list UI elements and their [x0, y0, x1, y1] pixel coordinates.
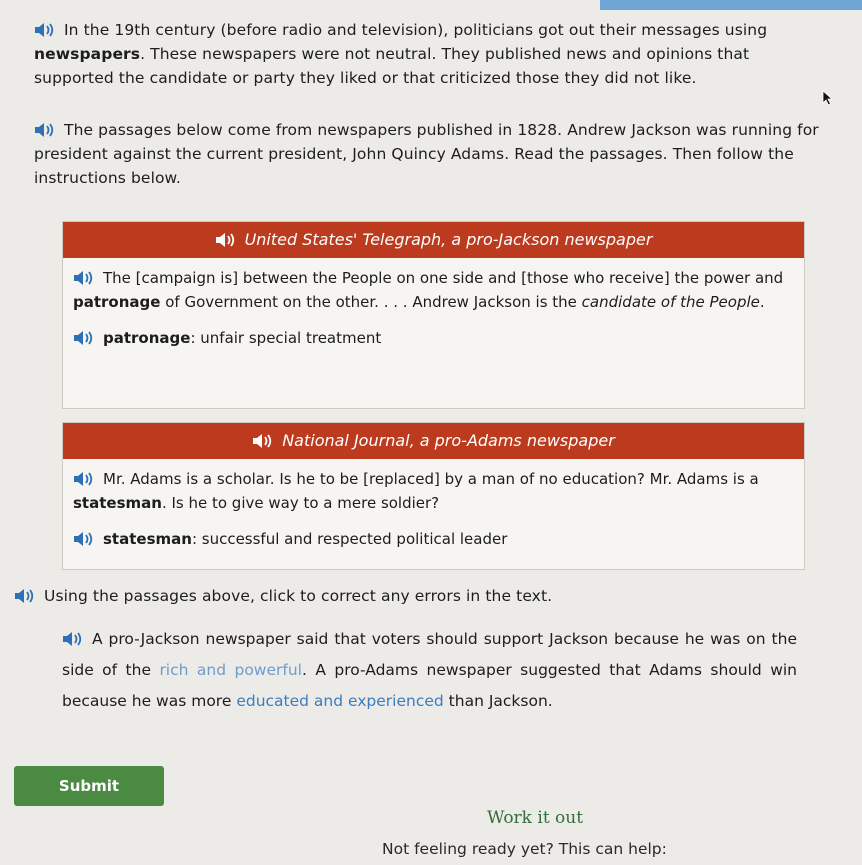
glossary-term: patronage: [103, 329, 191, 347]
speaker-icon[interactable]: [73, 471, 95, 487]
passage-quote: [73, 266, 794, 314]
answer-paragraph: [62, 624, 797, 717]
intro-paragraph-2: [34, 118, 824, 190]
speaker-icon[interactable]: [62, 631, 84, 647]
quote-bold-term: patronage: [73, 293, 161, 311]
work-it-out-link[interactable]: Work it out: [487, 808, 584, 828]
quote-bold-term: statesman: [73, 494, 162, 512]
intro-bold-newspapers: newspapers: [34, 45, 141, 63]
quote-text: The [campaign is] between the People on one side and [those who receive] the power and: [103, 269, 784, 287]
quote-text: . Is he to give way to a mere soldier?: [161, 494, 440, 512]
speaker-icon[interactable]: [73, 330, 95, 346]
intro-text-2: The passages below come from newspapers published in 1828. Andrew Jackson was running for president against the current president, John Quincy Adams. Read the passages. Then follow the instructions below.: [34, 121, 819, 187]
submit-button[interactable]: Submit: [14, 766, 164, 806]
mouse-cursor-icon: [822, 90, 834, 110]
passage-header: [63, 222, 804, 258]
quote-text: Mr. Adams is a scholar. Is he to be [replaced] by a man of no education? Mr. Adams is a: [103, 470, 759, 488]
passage-card-pro-jackson: [62, 221, 805, 409]
selectable-phrase-educated-and-experienced[interactable]: educated and experienced: [236, 692, 444, 710]
speaker-icon[interactable]: [34, 22, 56, 38]
passage-quote: [73, 467, 794, 515]
top-accent-strip: [600, 0, 862, 10]
passage-title: National Journal, a pro-Adams newspaper: [282, 431, 615, 450]
instructions: [14, 584, 814, 608]
passage-card-pro-adams: [62, 422, 805, 570]
help-text: Not feeling ready yet? This can help:: [382, 840, 667, 858]
passage-header: [63, 423, 804, 459]
glossary-term: statesman: [103, 530, 192, 548]
answer-text: A pro-Jackson newspaper said that voters should support Jackson because he was on the side of the: [62, 630, 797, 679]
speaker-icon[interactable]: [73, 531, 95, 547]
speaker-icon[interactable]: [73, 270, 95, 286]
intro-paragraph-1: [34, 18, 824, 90]
glossary-entry: [73, 326, 794, 350]
quote-text: of Government on the other. . . . Andrew Jackson is the: [160, 293, 582, 311]
speaker-icon[interactable]: [14, 588, 36, 604]
glossary-entry: [73, 527, 794, 551]
speaker-icon[interactable]: [34, 122, 56, 138]
quote-text: .: [759, 293, 765, 311]
glossary-definition: : successful and respected political leader: [191, 530, 508, 548]
passage-title: United States' Telegraph, a pro-Jackson newspaper: [244, 230, 653, 249]
instructions-text: Using the passages above, click to correct any errors in the text.: [44, 587, 553, 605]
answer-text: . A pro-Adams newspaper suggested that Adams should win because he was more: [62, 661, 798, 710]
speaker-icon[interactable]: [252, 433, 274, 449]
speaker-icon[interactable]: [215, 232, 237, 248]
quote-italic: candidate of the People: [581, 293, 760, 311]
intro-text-1a: In the 19th century (before radio and television), politicians got out their messages using: [64, 21, 768, 39]
intro-text-1b: . These newspapers were not neutral. They published news and opinions that supported the candidate or party they liked or that criticized those they did not like.: [34, 45, 750, 87]
selectable-phrase-rich-and-powerful[interactable]: rich and powerful: [159, 661, 302, 679]
glossary-definition: : unfair special treatment: [190, 329, 382, 347]
answer-text: than Jackson.: [443, 692, 553, 710]
